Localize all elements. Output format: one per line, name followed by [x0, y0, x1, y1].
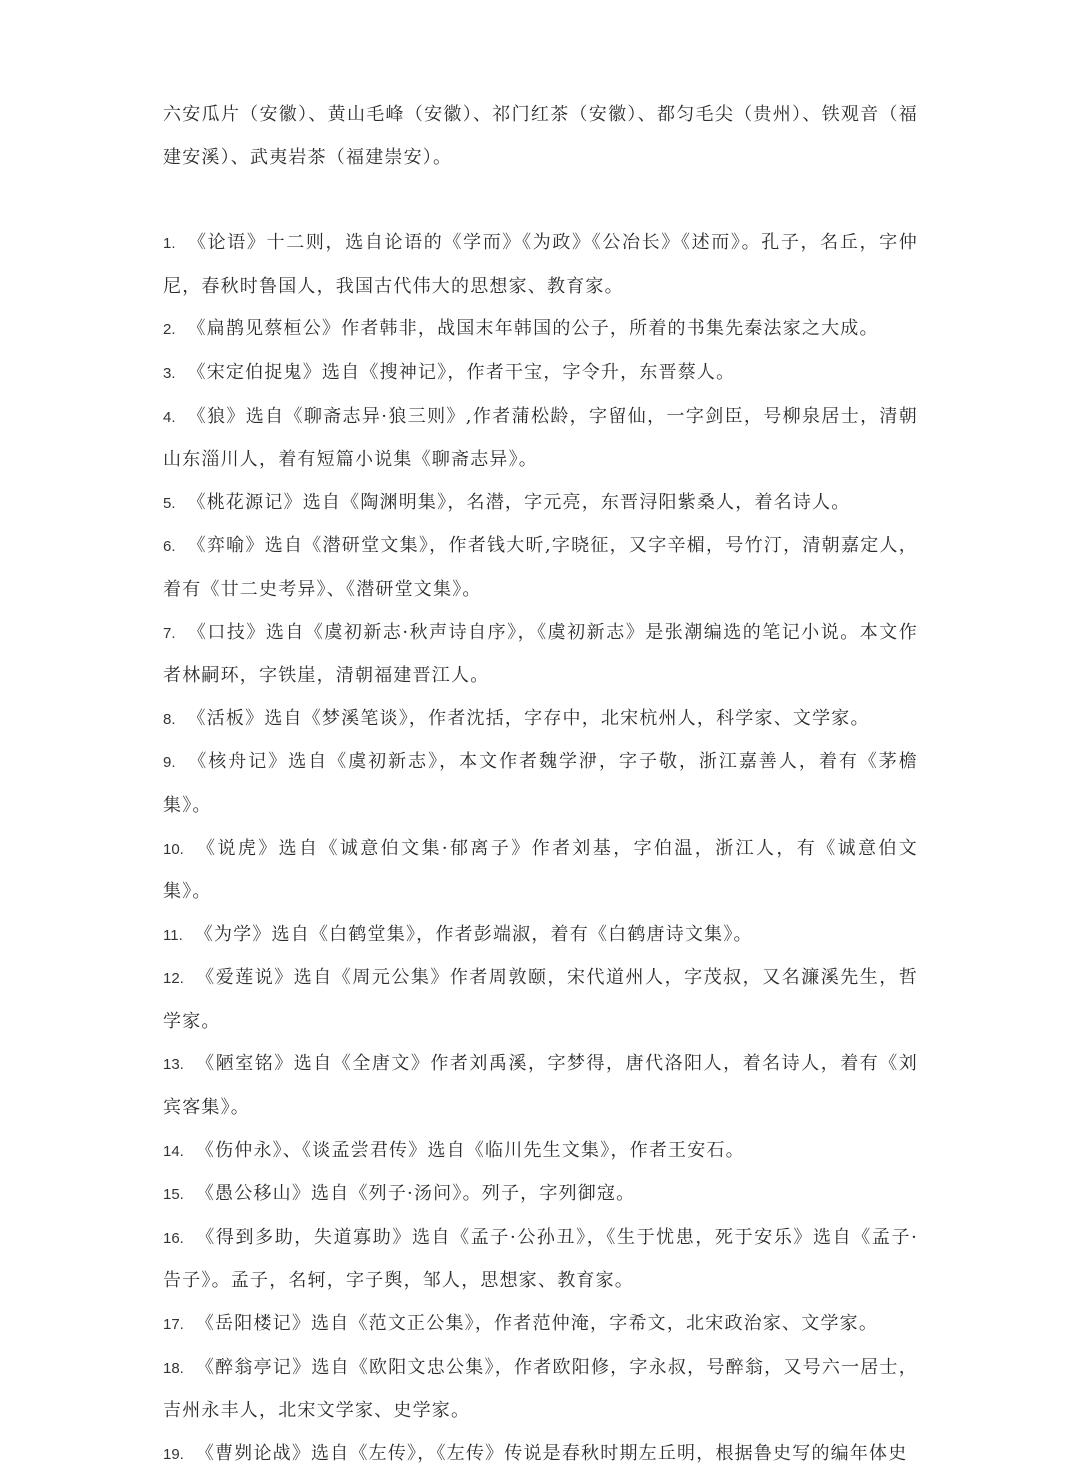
item-number: 10. [163, 840, 184, 858]
list-item [163, 1433, 918, 1476]
item-number: 16. [163, 1229, 184, 1247]
item-number: 9. [163, 754, 176, 772]
item-text: 《扁鹊见蔡桓公》作者韩非，战国末年韩国的公子，所着的书集先秦法家之大成。 [187, 318, 879, 340]
list-item [163, 957, 918, 1043]
list-item [163, 1173, 918, 1217]
item-number: 13. [163, 1056, 184, 1074]
item-text: 《弈喻》选自《潜研堂文集》，作者钱大昕,字晓征，又字辛楣，号竹汀，清朝嘉定人，着有《廿二史考异》、《潜研堂文集》。 [163, 535, 918, 600]
list-item [163, 525, 918, 611]
list-item [163, 1217, 918, 1303]
item-text: 《醉翁亭记》选自《欧阳文忠公集》，作者欧阳修，字永叔，号醉翁，又号六一居士，吉州永丰人，北宋文学家、史学家。 [163, 1356, 918, 1422]
item-text: 《宋定伯捉鬼》选自《搜神记》，作者干宝，字令升，东晋蔡人。 [187, 361, 736, 383]
document-body [163, 94, 918, 1476]
item-number: 6. [163, 538, 176, 556]
item-text: 《伤仲永》、《谈孟尝君传》选自《临川先生文集》，作者王安石。 [195, 1139, 745, 1161]
item-text: 《曹刿论战》选自《左传》，《左传》传说是春秋时期左丘明，根据鲁史写的编年体史 [195, 1442, 908, 1464]
list-item [163, 222, 918, 308]
list-item [163, 352, 918, 396]
item-text: 《论语》十二则，选自论语的《学而》《为政》《公冶长》《述而》。孔子，名丘，字仲尼，春秋时鲁国人，我国古代伟大的思想家、教育家。 [163, 232, 918, 297]
item-number: 2. [163, 321, 176, 339]
item-number: 17. [163, 1316, 184, 1334]
item-number: 5. [163, 494, 176, 512]
intro-paragraph: 六安瓜片（安徽）、黄山毛峰（安徽）、祁门红茶（安徽）、都匀毛尖（贵州）、铁观音（福建安溪）、武夷岩茶（福建崇安）。 [163, 104, 918, 168]
item-text: 《陋室铭》选自《全唐文》作者刘禹溪，字梦得，唐代洛阳人，着名诗人，着有《刘宾客集》。 [163, 1053, 918, 1119]
item-number: 14. [163, 1142, 184, 1160]
item-text: 《岳阳楼记》选自《范文正公集》，作者范仲淹，字希文，北宋政治家、文学家。 [195, 1313, 879, 1335]
item-number: 1. [163, 235, 176, 253]
item-text: 《核舟记》选自《虞初新志》，本文作者魏学洢，字子敬，浙江嘉善人，着有《茅檐集》。 [163, 751, 918, 816]
item-text: 《说虎》选自《诚意伯文集·郁离子》作者刘基，字伯温，浙江人，有《诚意伯文集》。 [163, 837, 918, 903]
item-text: 《为学》选自《白鹤堂集》，作者彭端淑，着有《白鹤唐诗文集》。 [194, 923, 753, 945]
list-item [163, 612, 918, 698]
list-item [163, 741, 918, 827]
item-number: 11. [163, 926, 183, 944]
list-item [163, 1303, 918, 1347]
item-text: 《口技》选自《虞初新志·秋声诗自序》，《虞初新志》是张潮编选的笔记小说。本文作者林嗣环，字铁崖，清朝福建晋江人。 [163, 621, 918, 687]
list-item [163, 1043, 918, 1129]
item-text: 《狼》选自《聊斋志异·狼三则》,作者蒲松龄，字留仙，一字剑臣，号柳泉居士，清朝山东淄川人，着有短篇小说集《聊斋志异》。 [163, 405, 918, 471]
item-text: 《桃花源记》选自《陶渊明集》，名潜，字元亮，东晋浔阳紫桑人，着名诗人。 [187, 491, 851, 513]
item-text: 《爱莲说》选自《周元公集》作者周敦颐，宋代道州人，字茂叔，又名濂溪先生，哲学家。 [163, 967, 918, 1032]
item-number: 7. [163, 624, 176, 642]
list-item [163, 698, 918, 742]
list-item [163, 828, 918, 914]
item-number: 3. [163, 364, 176, 382]
item-text: 《活板》选自《梦溪笔谈》，作者沈括，字存中，北宋杭州人，科学家、文学家。 [187, 707, 870, 729]
item-number: 18. [163, 1359, 184, 1377]
item-number: 12. [163, 970, 184, 988]
item-number: 15. [163, 1186, 184, 1204]
list-item [163, 308, 918, 352]
list-item [163, 482, 918, 526]
item-text: 《得到多助，失道寡助》选自《孟子·公孙丑》，《生于忧患，死于安乐》选自《孟子·告子》。孟子，名轲，字子舆，邹人，思想家、教育家。 [163, 1226, 918, 1292]
item-number: 8. [163, 710, 176, 728]
list-item [163, 914, 918, 958]
item-text: 《愚公移山》选自《列子·汤问》。列子，字列御寇。 [195, 1183, 636, 1205]
item-number: 4. [163, 408, 176, 426]
list-item [163, 396, 918, 482]
list-item [163, 1130, 918, 1174]
item-number: 19. [163, 1445, 184, 1463]
list-item [163, 1347, 918, 1433]
